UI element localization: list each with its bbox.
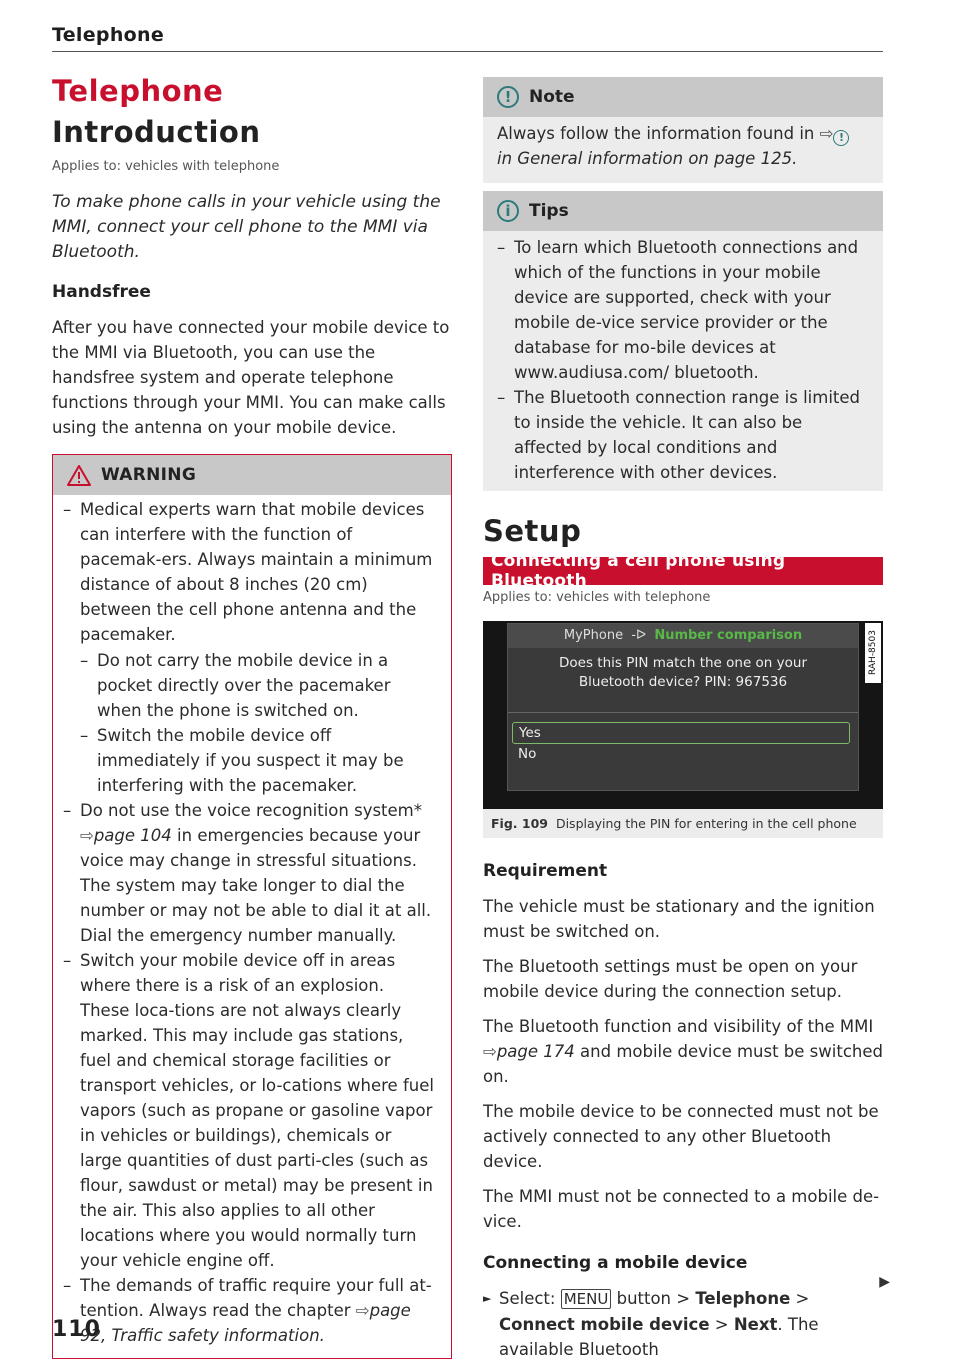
running-header: Telephone [52, 24, 165, 46]
step-text: Select: [499, 1289, 556, 1308]
mmi-divider [508, 712, 858, 713]
requirement-text [483, 1014, 883, 1089]
tips-item: – The Bluetooth connection range is limited to inside the vehicle. It can also be affected by local conditions and interference with other devices. [497, 385, 869, 485]
mmi-option-no[interactable]: No [518, 746, 537, 762]
requirement-heading: Requirement [483, 861, 608, 881]
step-sep: > [795, 1289, 810, 1308]
warning-item [63, 1273, 437, 1348]
note-exclamation-icon: ! [497, 86, 519, 108]
note-box [483, 77, 883, 183]
tips-header [483, 191, 883, 231]
bluetooth-link-icon: -ᐅ [627, 628, 651, 643]
warning-item-text: Do not use the voice recognition system* [80, 801, 423, 820]
right-column [483, 77, 883, 1362]
page-ref-arrow-icon: ⇨ [819, 124, 834, 143]
applies-note: Applies to: vehicles with telephone [52, 159, 280, 174]
requirement-text-part: The Bluetooth function and visibility of the MMI [483, 1017, 874, 1036]
tips-label: Tips [529, 201, 569, 221]
step-item [483, 1286, 883, 1362]
page-ref-arrow-icon: ⇨ [355, 1301, 370, 1320]
mmi-mode: Number comparison [654, 628, 803, 643]
applies-note: Applies to: vehicles with telephone [483, 590, 711, 605]
menu-path-connect: Connect mobile device [499, 1315, 710, 1334]
tips-body [483, 231, 883, 491]
page-ref-arrow-icon: ⇨ [483, 1042, 497, 1061]
mmi-option-yes[interactable]: Yes [512, 722, 850, 744]
note-inline-icon: ! [833, 130, 849, 146]
header-divider [52, 51, 883, 52]
handsfree-heading: Handsfree [52, 282, 151, 302]
page-ref-link[interactable]: page 104 [93, 826, 172, 845]
mmi-device-name: MyPhone [563, 628, 624, 643]
warning-box [52, 454, 452, 1359]
warning-subitem: – Switch the mobile device off immediately if you suspect it may be interfering with the pacemaker. [80, 723, 437, 798]
warning-item-text: in emergencies because your voice may change in stressful situations. The system may take longer to dial the number or may not be able to dial it at all. Dial the emergency number manually. [80, 826, 432, 945]
handsfree-body: After you have connected your mobile device to the MMI via Bluetooth, you can use the handsfree system and operate telephone functions through your MMI. You can make calls using the antenna on your mobile device. [52, 318, 450, 437]
warning-subitem: – Do not carry the mobile device in a pocket directly over the pacemaker when the phone is switched on. [80, 648, 437, 723]
figure-code: RAH-8503 [865, 623, 881, 683]
menu-key: MENU [561, 1289, 612, 1309]
warning-item-text: The demands of traffic require your full at-tention. Always read the chapter [80, 1276, 432, 1320]
tips-box [483, 191, 883, 491]
warning-label: WARNING [101, 465, 197, 485]
page-number: 110 [52, 1317, 101, 1342]
info-icon: i [497, 200, 519, 222]
requirement-text: The mobile device to be connected must not be actively connected to any other Bluetooth device. [483, 1102, 879, 1171]
warning-header [53, 455, 451, 495]
mmi-question [508, 654, 858, 692]
warning-item: – Switch your mobile device off in areas where there is a risk of an explosion. These loca-tions are not always clearly marked. This may include gas stations, fuel and chemical storage facilities or transport vehicles, or lo-cations where fuel vapors (such as propane or gasoline vapor in vehicles or buildings), chemicals or large quantities of dust parti-cles (such as flour, sawdust or metal) may be present in the air. This also applies to all other locations where you would normally turn your vehicle engine off. [63, 948, 437, 1273]
note-body [483, 117, 883, 183]
mmi-topbar [508, 624, 858, 648]
note-header [483, 77, 883, 117]
menu-path-telephone: Telephone [695, 1289, 791, 1308]
step-sep: > [714, 1315, 729, 1334]
warning-triangle-icon [67, 465, 91, 486]
mmi-screen [483, 621, 883, 809]
left-column [52, 72, 452, 1359]
mmi-dialog [507, 623, 859, 791]
page-ref-link[interactable]: in General information on page 125. [497, 149, 798, 168]
warning-item-text: Medical experts warn that mobile devices can interfere with the function of pacemak-ers. Always maintain a minimum distance of about 8 inches (20 cm) between the cell phone antenna and the pacemaker. [80, 500, 433, 644]
intro-text: To make phone calls in your vehicle using the MMI, connect your cell phone to the MMI via Bluetooth. [52, 192, 441, 262]
subsection-title: Introduction [52, 115, 261, 149]
requirement-text-part: and mobile device must be switched on. [483, 1042, 883, 1086]
connect-heading: Connecting a mobile device [483, 1253, 748, 1273]
requirement-text: The vehicle must be stationary and the ignition must be switched on. [483, 897, 875, 941]
section-bar: Connecting a cell phone using Bluetooth [483, 557, 883, 585]
page-ref-link[interactable]: page 92, Traffic safety information. [80, 1301, 411, 1345]
continued-arrow-icon: ▶ [879, 1274, 890, 1290]
mmi-question-line: Does this PIN match the one on your [558, 655, 808, 671]
warning-body [53, 495, 451, 1358]
warning-item [63, 497, 437, 798]
note-text: Always follow the information found in [497, 124, 815, 143]
step-text: . The available Bluetooth [499, 1315, 819, 1359]
caption-text: Displaying the PIN for entering in the cell phone [555, 816, 857, 831]
warning-item [63, 798, 437, 948]
requirement-text: The MMI must not be connected to a mobile de-vice. [483, 1187, 880, 1231]
tips-item: – To learn which Bluetooth connections and which of the functions in your mobile device are supported, check with your mobile de-vice service provider or the database for mo-bile devices at www.audiusa.com/ bluetooth. [497, 235, 869, 385]
setup-title: Setup [483, 514, 582, 548]
figure-109 [483, 621, 883, 838]
note-label: Note [529, 87, 575, 107]
step-text: button > [616, 1289, 691, 1308]
requirement-text: The Bluetooth settings must be open on your mobile device during the connection setup. [483, 957, 858, 1001]
menu-path-next: Next [733, 1315, 778, 1334]
mmi-question-line: Bluetooth device? PIN: 967536 [578, 674, 788, 690]
page-ref-link[interactable]: page 174 [496, 1042, 575, 1061]
caption-label: Fig. 109 [491, 816, 548, 831]
section-title: Telephone [52, 74, 224, 108]
figure-caption [483, 809, 883, 838]
page-ref-arrow-icon: ⇨ [80, 826, 94, 845]
